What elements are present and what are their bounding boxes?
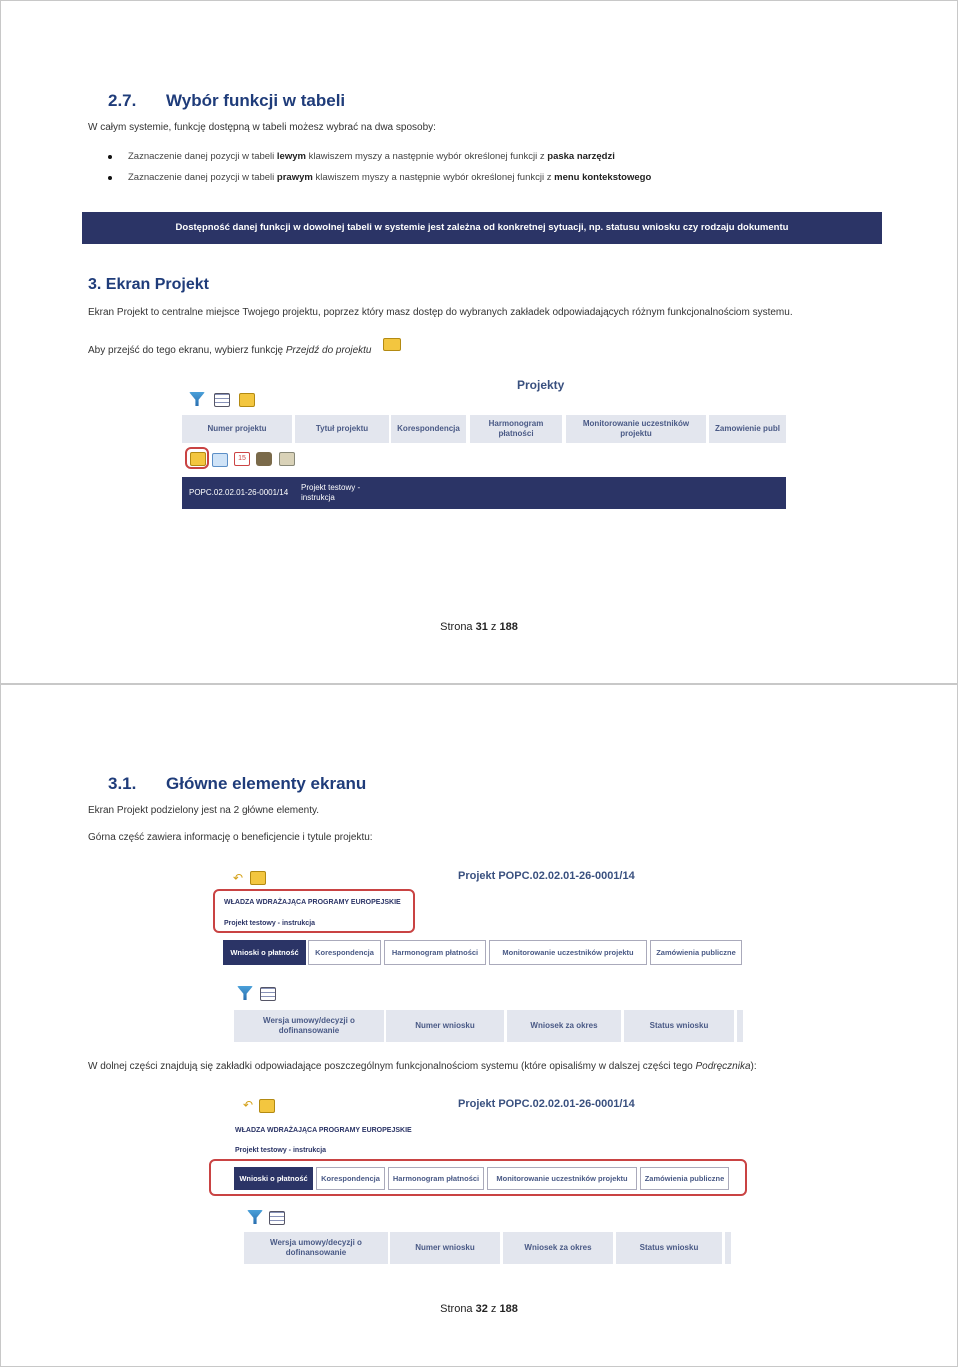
bullet-text: klawiszem myszy a następnie wybór określonej funkcji z — [312, 172, 555, 183]
text-line-3 — [88, 1061, 757, 1072]
folder-icon[interactable] — [259, 1099, 275, 1113]
table-icon[interactable] — [214, 393, 230, 407]
bullet-text: klawiszem myszy a następnie wybór określonej funkcji z — [305, 151, 548, 162]
section-title: Wybór funkcji w tabeli — [166, 91, 346, 110]
text-line-2: Górna część zawiera informację o beneficjencie i tytule projektu: — [88, 832, 373, 843]
tab-correspondence[interactable]: Korespondencja — [391, 415, 466, 443]
goto-text: Aby przejść do tego ekranu, wybierz funkcję — [88, 345, 286, 356]
projects-screenshot — [182, 373, 786, 509]
section-number: 3.1. — [108, 774, 137, 793]
column-agreement-version[interactable]: Wersja umowy/decyzji o dofinansowanie — [234, 1010, 384, 1042]
tab-participant-monitoring[interactable]: Monitorowanie uczestników projektu — [487, 1167, 637, 1190]
project-name: Projekt testowy - instrukcja — [235, 1147, 327, 1154]
footer-prefix: Strona — [440, 621, 476, 633]
goto-project-icon — [383, 338, 401, 351]
bullet-left-click — [128, 151, 615, 162]
footer-prefix: Strona — [440, 1303, 476, 1315]
row-project-title: Projekt testowy - instrukcja — [301, 483, 361, 502]
people-icon[interactable] — [256, 452, 272, 466]
footer-total-pages: 188 — [499, 1303, 518, 1315]
institution-name: WŁADZA WDRAŻAJĄCA PROGRAMY EUROPEJSKIE — [235, 1127, 412, 1134]
folder-icon[interactable] — [239, 393, 255, 407]
bullet-emph: lewym — [276, 151, 306, 162]
footer-separator: z — [487, 1303, 500, 1315]
bullet-text: Zaznaczenie danej pozycji w tabeli — [128, 172, 277, 183]
column-claim-period[interactable]: Wniosek za okres — [503, 1232, 613, 1264]
page-32 — [0, 684, 958, 1367]
project-title: Projekt POPC.02.02.01-26-0001/14 — [458, 870, 635, 882]
tab-project-number[interactable]: Numer projektu — [182, 415, 292, 443]
tab-payment-claims[interactable]: Wnioski o płatność — [223, 940, 306, 965]
column-claim-period[interactable]: Wniosek za okres — [507, 1010, 621, 1042]
row-project-number: POPC.02.02.01-26-0001/14 — [189, 488, 289, 497]
project-tabs-screenshot — [209, 1089, 747, 1271]
footer-total-pages: 188 — [499, 621, 518, 633]
goto-project-icon[interactable] — [190, 452, 206, 466]
section-number: 2.7. — [108, 91, 137, 110]
bullet-emph: paska narzędzi — [547, 151, 615, 162]
tab-correspondence[interactable]: Korespondencja — [308, 940, 381, 965]
tab-payment-schedule[interactable]: Harmonogram płatności — [470, 415, 562, 443]
tab-public-procurement[interactable]: Zamówienia publiczne — [640, 1167, 729, 1190]
project-header-screenshot — [213, 863, 745, 1045]
bullet-text: Zaznaczenie danej pozycji w tabeli — [128, 151, 277, 162]
tab-payment-claims[interactable]: Wnioski o płatność — [234, 1167, 313, 1190]
goto-function-name: Przejdź do projektu — [285, 345, 372, 356]
filter-icon[interactable] — [189, 392, 205, 406]
bullet-emph: prawym — [276, 172, 313, 183]
chapter-title: 3. Ekran Projekt — [88, 276, 209, 293]
column-more[interactable] — [725, 1232, 731, 1264]
mail-icon[interactable] — [212, 453, 228, 467]
table-icon[interactable] — [260, 987, 276, 1001]
section-heading — [108, 91, 345, 111]
bullet-emph: menu kontekstowego — [554, 172, 652, 183]
page-footer — [1, 1303, 957, 1315]
column-claim-status[interactable]: Status wniosku — [616, 1232, 722, 1264]
info-note: Dostępność danej funkcji w dowolnej tabeli w systemie jest zależna od konkretnej sytuacji, np. statusu wniosku czy rodzaju dokumentu — [82, 212, 882, 244]
back-arrow-icon[interactable]: ↶ — [233, 871, 244, 885]
page-footer — [1, 621, 957, 633]
projects-title: Projekty — [517, 378, 565, 392]
section-title: Główne elementy ekranu — [166, 774, 367, 793]
page-31 — [0, 0, 958, 684]
tab-public-procurement[interactable]: Zamowienie publ — [709, 415, 786, 443]
project-name: Projekt testowy - instrukcja — [224, 920, 316, 927]
section-heading — [108, 774, 366, 794]
tab-payment-schedule[interactable]: Harmonogram płatności — [388, 1167, 484, 1190]
text-line-3-emph: Podręcznika — [695, 1061, 751, 1072]
column-agreement-version[interactable]: Wersja umowy/decyzji o dofinansowanie — [244, 1232, 388, 1264]
institution-name: WŁADZA WDRAŻAJĄCA PROGRAMY EUROPEJSKIE — [224, 899, 401, 906]
column-claim-number[interactable]: Numer wniosku — [386, 1010, 504, 1042]
chapter-text: Ekran Projekt to centralne miejsce Twojego projektu, poprzez który masz dostęp do wybranych zakładek odpowiadających różnym funkcjonalnościom systemu. — [88, 307, 793, 318]
intro-text: W całym systemie, funkcję dostępną w tabeli możesz wybrać na dwa sposoby: — [88, 122, 436, 133]
calendar-icon[interactable]: 15 — [234, 452, 250, 466]
tab-participant-monitoring[interactable]: Monitorowanie uczestników projektu — [489, 940, 647, 965]
filter-icon[interactable] — [247, 1210, 263, 1224]
tab-correspondence[interactable]: Korespondencja — [316, 1167, 385, 1190]
table-icon[interactable] — [269, 1211, 285, 1225]
tab-project-title[interactable]: Tytuł projektu — [295, 415, 389, 443]
back-arrow-icon[interactable]: ↶ — [243, 1098, 254, 1112]
bullet-right-click — [128, 172, 651, 183]
column-claim-status[interactable]: Status wniosku — [624, 1010, 734, 1042]
text-line-3-main: W dolnej części znajdują się zakładki odpowiadające poszczególnym funkcjonalnościom systemu (które opisaliśmy w dalszej części tego — [88, 1061, 696, 1072]
tab-participant-monitoring[interactable]: Monitorowanie uczestników projektu — [566, 415, 706, 443]
footer-separator: z — [487, 621, 500, 633]
text-line-3-end: ): — [750, 1061, 757, 1072]
building-icon[interactable] — [279, 452, 295, 466]
tab-payment-schedule[interactable]: Harmonogram płatności — [384, 940, 486, 965]
goto-instruction — [88, 345, 372, 356]
text-line-1: Ekran Projekt podzielony jest na 2 główne elementy. — [88, 805, 320, 816]
filter-icon[interactable] — [237, 986, 253, 1000]
project-title: Projekt POPC.02.02.01-26-0001/14 — [458, 1098, 635, 1110]
folder-icon[interactable] — [250, 871, 266, 885]
column-more[interactable] — [737, 1010, 743, 1042]
footer-page-number: 32 — [475, 1303, 488, 1315]
tab-public-procurement[interactable]: Zamówienia publiczne — [650, 940, 742, 965]
table-row[interactable] — [182, 477, 786, 509]
footer-page-number: 31 — [475, 621, 488, 633]
column-claim-number[interactable]: Numer wniosku — [390, 1232, 500, 1264]
